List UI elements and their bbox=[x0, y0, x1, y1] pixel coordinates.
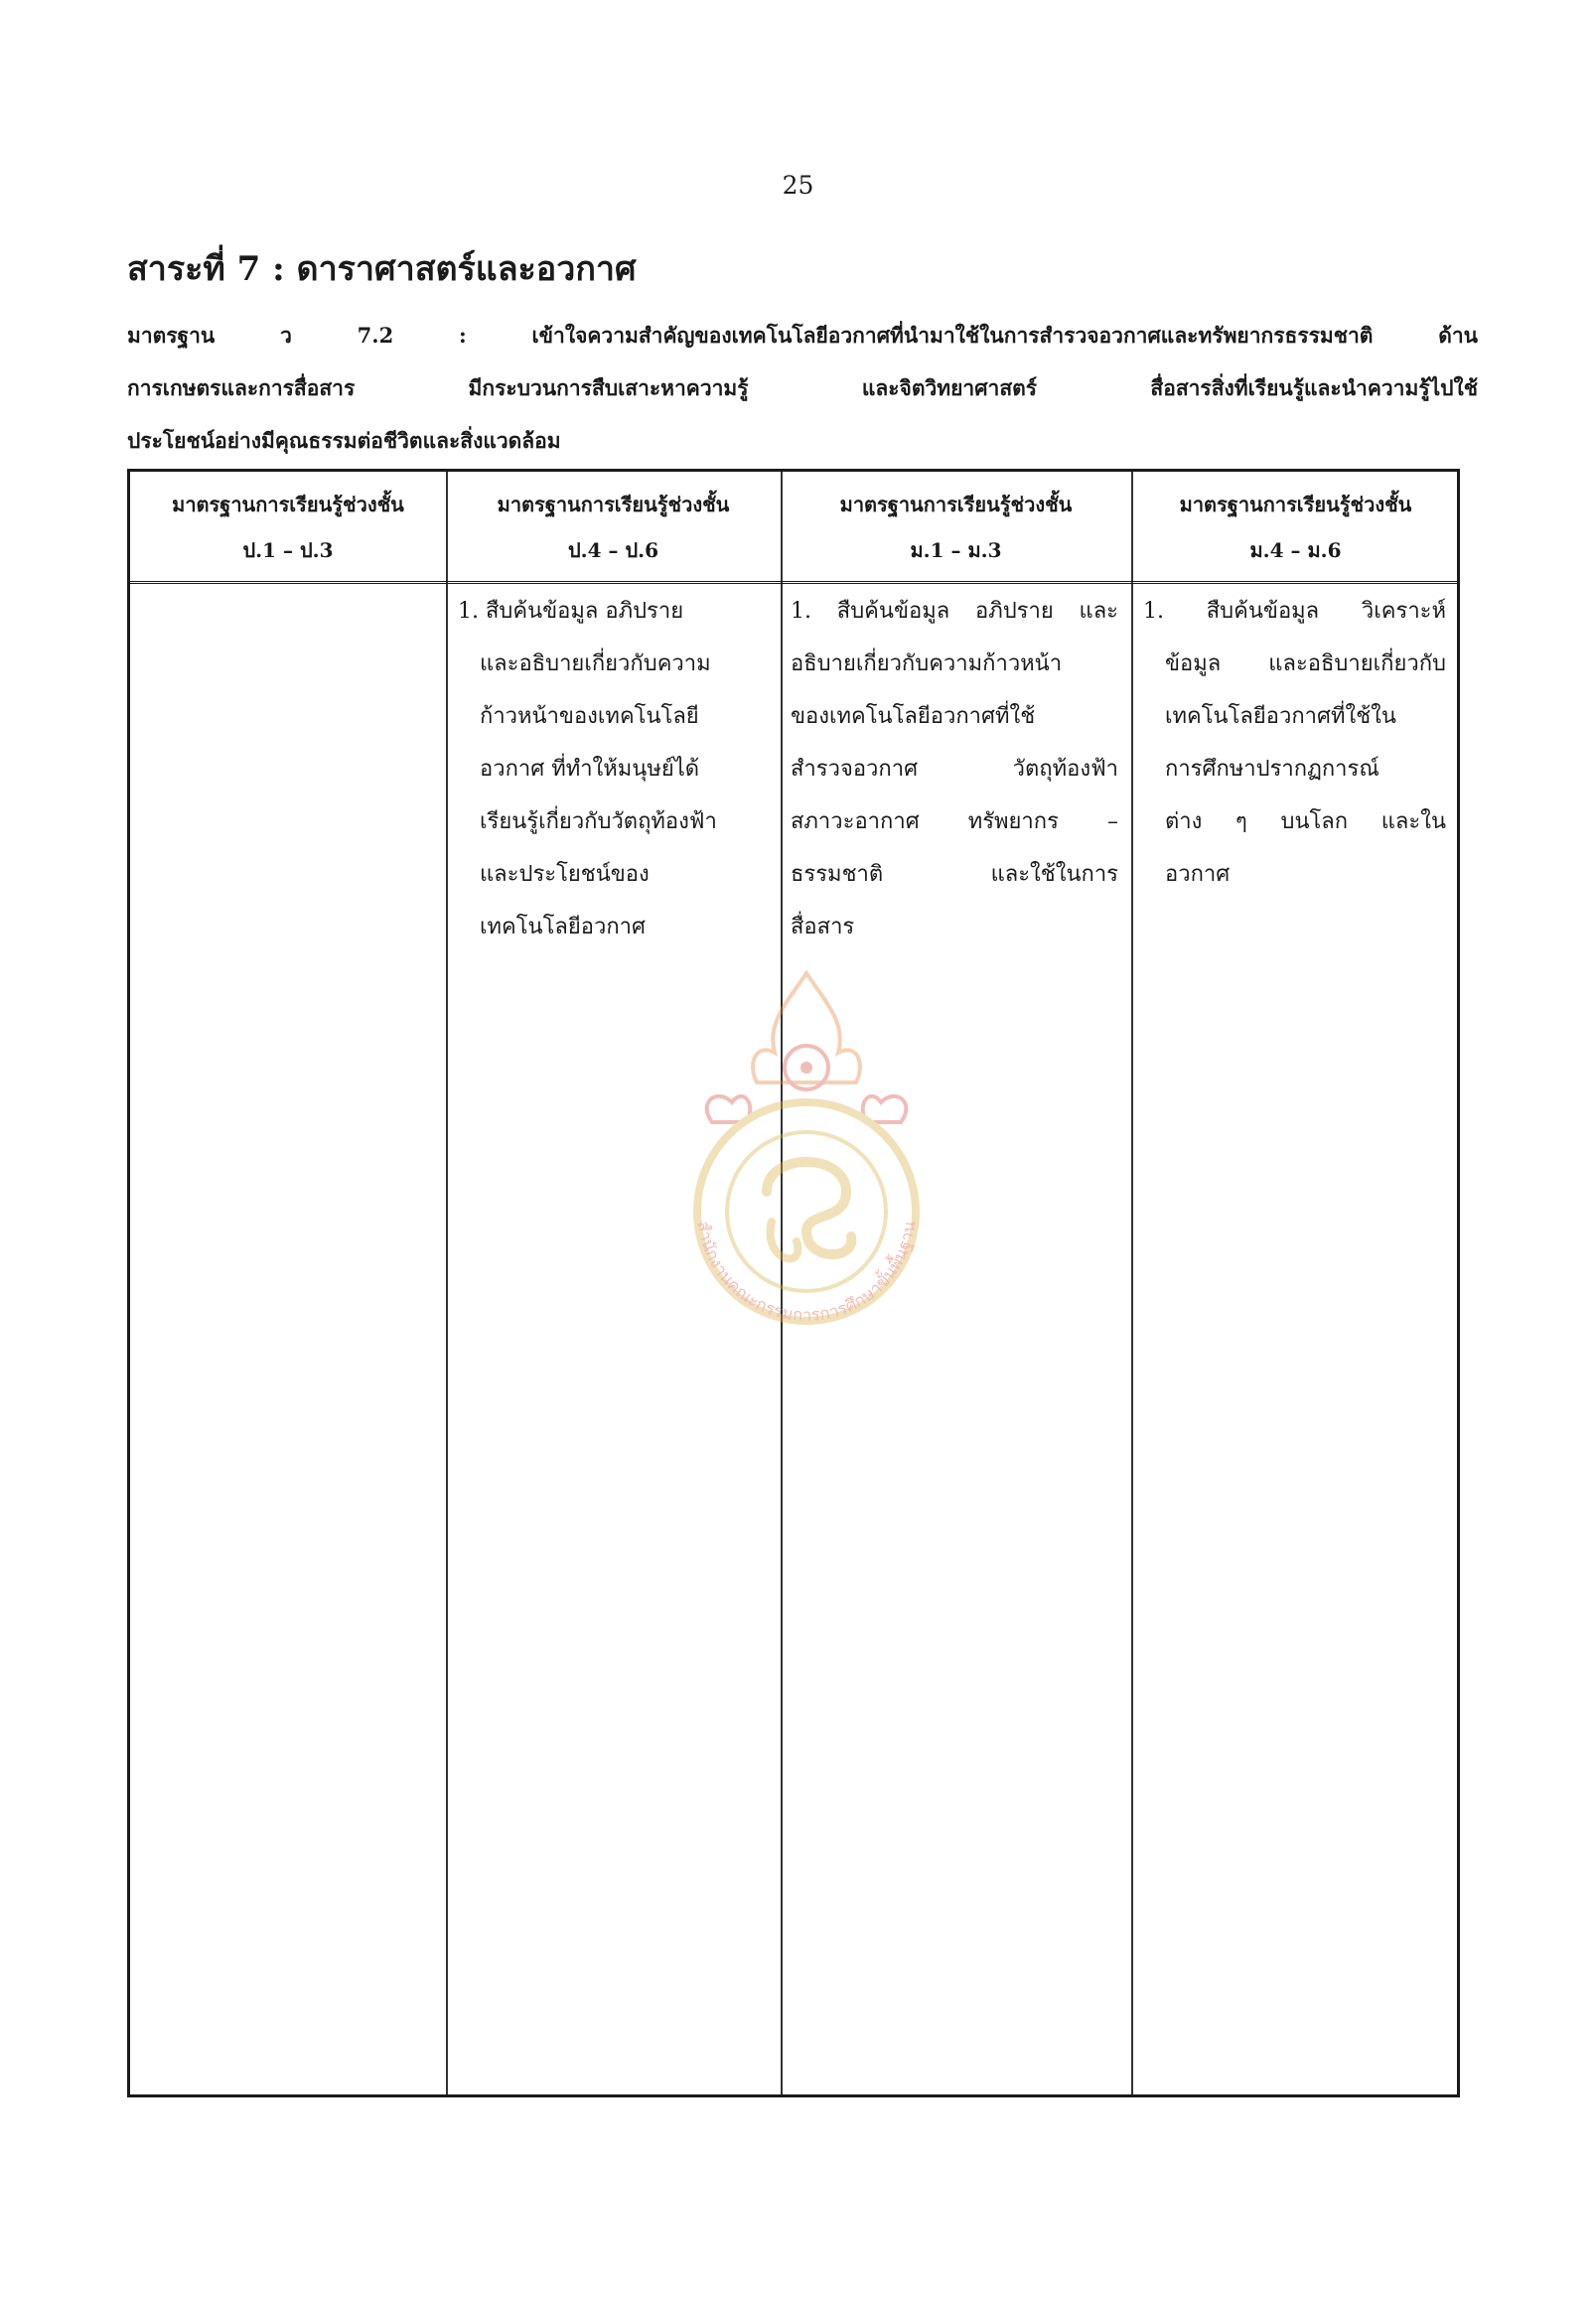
cell-line: 1. สืบค้นข้อมูล อภิปราย และ bbox=[791, 599, 1118, 624]
header-cell-m4-m6 bbox=[1131, 472, 1460, 581]
cell-line: สภาวะอากาศ ทรัพยากร – bbox=[791, 809, 1118, 834]
cell-line: การศึกษาปรากฏการณ์ bbox=[1165, 757, 1379, 782]
cell-line: 1. สืบค้นข้อมูล อภิปราย bbox=[458, 599, 684, 624]
cell-line: ของเทคโนโลยีอวกาศที่ใช้ bbox=[791, 704, 1036, 729]
cell-line: สำรวจอวกาศ วัตถุท้องฟ้า bbox=[791, 757, 1118, 782]
header-cell-p1-p3 bbox=[130, 472, 446, 581]
cell-line: ต่าง ๆ บนโลก และใน bbox=[1165, 809, 1446, 834]
header-divider bbox=[130, 581, 1457, 584]
column-divider bbox=[446, 472, 448, 2094]
header-title: มาตรฐานการเรียนรู้ช่วงชั้น bbox=[1179, 493, 1412, 516]
emblem-ring-text: สำนักงานคณะกรรมการการศึกษาขั้นพื้นฐาน bbox=[692, 1219, 921, 1326]
body-cell-m1-m3 bbox=[791, 585, 1118, 953]
cell-line: อวกาศ ที่ทำให้มนุษย์ได้ bbox=[480, 757, 700, 782]
cell-line: เรียนรู้เกี่ยวกับวัตถุท้องฟ้า bbox=[480, 809, 717, 834]
header-range: ป.1 – ป.3 bbox=[242, 538, 334, 562]
cell-line: ก้าวหน้าของเทคโนโลยี bbox=[480, 704, 699, 729]
standard-paragraph bbox=[127, 316, 1478, 474]
page-title: สาระที่ 7 : ดาราศาสตร์และอวกาศ bbox=[127, 249, 637, 289]
cell-line: 1. สืบค้นข้อมูล วิเคราะห์ bbox=[1143, 599, 1446, 624]
cell-line: สื่อสาร bbox=[791, 915, 855, 939]
header-range: ม.1 – ม.3 bbox=[910, 538, 1002, 562]
standard-line-2: การเกษตรและการสื่อสาร มีกระบวนการสืบเสาะหาความรู้ และจิตวิทยาศาสตร์ สื่อสารสิ่งที่เรียนรู้และนำความรู้ไปใช้ bbox=[127, 375, 1478, 400]
header-title: มาตรฐานการเรียนรู้ช่วงชั้น bbox=[497, 493, 730, 516]
emblem-watermark bbox=[657, 963, 955, 1341]
header-range: ม.4 – ม.6 bbox=[1249, 538, 1342, 562]
cell-line: เทคโนโลยีอวกาศ bbox=[480, 915, 646, 939]
cell-line: และประโยชน์ของ bbox=[480, 862, 650, 887]
header-cell-m1-m3 bbox=[781, 472, 1131, 581]
standard-line-1: มาตรฐาน ว 7.2 : เข้าใจความสำคัญของเทคโนโลยีอวกาศที่นำมาใช้ในการสำรวจอวกาศและทรัพยากรธรรมชาติ ด้าน bbox=[127, 323, 1478, 348]
column-divider bbox=[1131, 472, 1133, 2094]
cell-line: อธิบายเกี่ยวกับความก้าวหน้า bbox=[791, 651, 1063, 676]
header-cell-p4-p6 bbox=[446, 472, 781, 581]
standard-line-3: ประโยชน์อย่างมีคุณธรรมต่อชีวิตและสิ่งแวดล้อม bbox=[127, 428, 561, 453]
header-range: ป.4 – ป.6 bbox=[567, 538, 659, 562]
page-number: 25 bbox=[782, 171, 814, 200]
cell-line: ข้อมูล และอธิบายเกี่ยวกับ bbox=[1165, 651, 1446, 676]
header-title: มาตรฐานการเรียนรู้ช่วงชั้น bbox=[839, 493, 1073, 516]
cell-line: อวกาศ bbox=[1165, 862, 1231, 887]
cell-line: ธรรมชาติ และใช้ในการ bbox=[791, 862, 1118, 887]
header-title: มาตรฐานการเรียนรู้ช่วงชั้น bbox=[172, 493, 404, 516]
cell-line: และอธิบายเกี่ยวกับความ bbox=[480, 651, 711, 676]
body-cell-m4-m6 bbox=[1143, 585, 1446, 901]
body-cell-p4-p6 bbox=[458, 585, 756, 953]
emblem-glyph bbox=[767, 1162, 851, 1254]
cell-line: เทคโนโลยีอวกาศที่ใช้ใน bbox=[1165, 704, 1396, 729]
